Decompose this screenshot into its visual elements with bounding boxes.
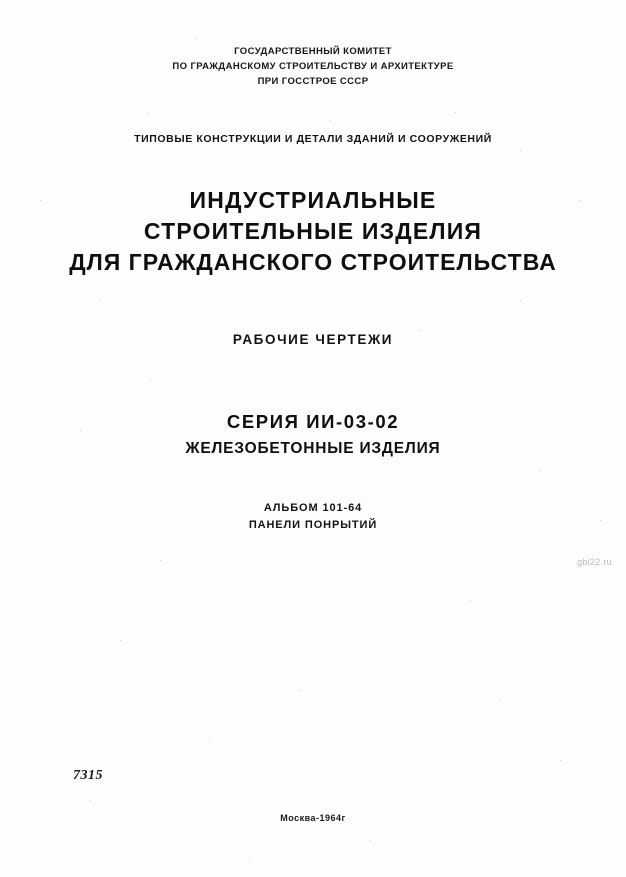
series-description: ЖЕЛЕЗОБЕТОННЫЕ ИЗДЕЛИЯ bbox=[185, 440, 441, 457]
scan-speckle bbox=[300, 690, 301, 691]
issuing-organization bbox=[0, 44, 626, 89]
scan-speckle bbox=[160, 560, 161, 561]
album-subject: ПАНЕЛИ ПОНРЫТИЙ bbox=[248, 519, 378, 531]
scan-speckle bbox=[330, 120, 331, 121]
imprint-line: Москва-1964г bbox=[280, 813, 346, 823]
scan-speckle bbox=[40, 200, 41, 201]
scan-speckle bbox=[600, 520, 601, 521]
title-line-1: ИНДУСТРИАЛЬНЫЕ bbox=[189, 187, 437, 213]
scan-speckle bbox=[196, 38, 197, 39]
scan-speckle bbox=[580, 200, 581, 201]
scan-speckle bbox=[370, 840, 371, 841]
organization-line-3: ПРИ ГОССТРОЕ СССР bbox=[257, 76, 369, 87]
title-line-3: ДЛЯ ГРАЖДАНСКОГО СТРОИТЕЛЬСТВА bbox=[69, 249, 557, 275]
title-line-2: СТРОИТЕЛЬНЫЕ ИЗДЕЛИЯ bbox=[143, 218, 483, 244]
album-number: АЛЬБОМ 101-64 bbox=[263, 502, 363, 514]
organization-line-2: ПО ГРАЖДАНСКОМУ СТРОИТЕЛЬСТВУ И АРХИТЕКТУРЕ bbox=[172, 61, 454, 72]
scan-speckle bbox=[520, 300, 521, 301]
scan-speckle bbox=[455, 112, 456, 113]
inventory-number: 7315 bbox=[73, 768, 103, 783]
organization-line-1: ГОСУДАРСТВЕННЫЙ КОМИТЕТ bbox=[234, 46, 392, 57]
album-info bbox=[0, 500, 626, 534]
scan-speckle bbox=[500, 700, 501, 701]
scan-speckle bbox=[100, 300, 101, 301]
scan-speckle bbox=[520, 150, 521, 151]
document-kind: РАБОЧИЕ ЧЕРТЕЖИ bbox=[232, 332, 394, 347]
series-code: СЕРИЯ ИИ-03-02 bbox=[226, 411, 400, 432]
scan-speckle bbox=[560, 760, 561, 761]
scan-speckle bbox=[210, 740, 211, 741]
scan-speckle bbox=[470, 600, 471, 601]
scan-speckle bbox=[120, 640, 121, 641]
page-title bbox=[0, 185, 626, 278]
series-subject-line: ТИПОВЫЕ КОНСТРУКЦИИ И ДЕТАЛИ ЗДАНИЙ И СООРУЖЕНИЙ bbox=[134, 133, 492, 145]
scan-speckle bbox=[250, 860, 251, 861]
watermark-text: gbi22.ru bbox=[577, 557, 612, 567]
scan-speckle bbox=[147, 113, 148, 114]
scan-speckle bbox=[90, 800, 91, 801]
scan-speckle bbox=[150, 380, 151, 381]
scan-speckle bbox=[540, 470, 541, 471]
scan-speckle bbox=[80, 430, 81, 431]
scan-speckle bbox=[420, 330, 421, 331]
